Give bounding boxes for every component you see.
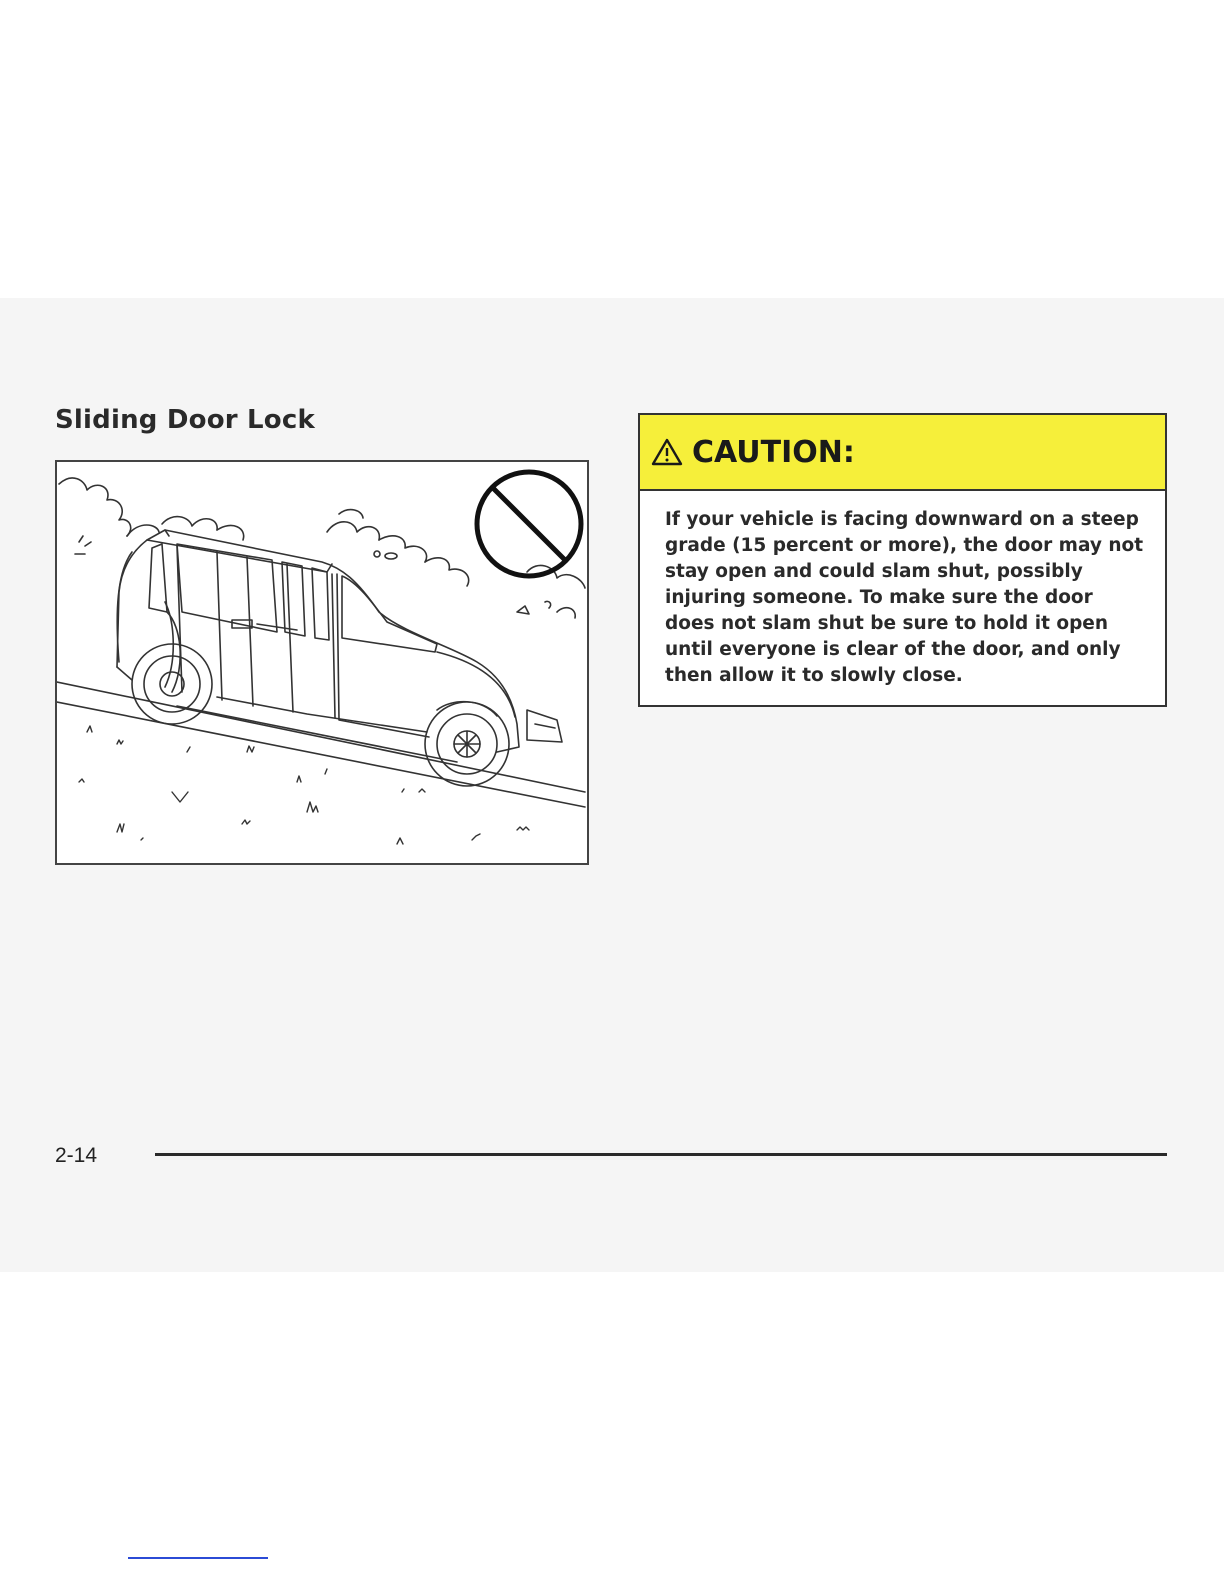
no-symbol-icon bbox=[477, 472, 581, 576]
caution-header bbox=[640, 415, 1165, 491]
caution-text: If your vehicle is facing downward on a steep grade (15 percent or more), the door may not stay open and could slam shut, possibly injuring someone. To make sure the door does not slam shut be sure to hold it open until everyone is clear of the door, and only then allow it to slowly close. bbox=[665, 509, 1144, 686]
section-title: Sliding Door Lock bbox=[55, 405, 315, 435]
link-underline[interactable] bbox=[128, 1557, 268, 1559]
caution-label: CAUTION: bbox=[692, 434, 855, 470]
caution-box bbox=[638, 413, 1167, 707]
warning-triangle-icon bbox=[650, 437, 684, 467]
minivan-illustration bbox=[55, 460, 589, 865]
page-number: 2-14 bbox=[55, 1144, 98, 1167]
footer-divider bbox=[155, 1153, 1167, 1156]
